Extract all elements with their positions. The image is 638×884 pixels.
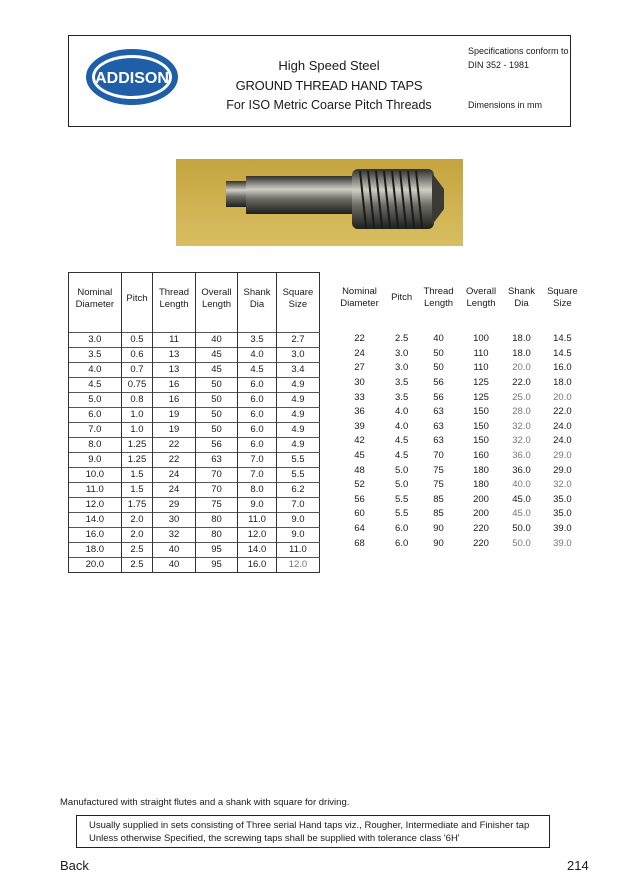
table-row: [333, 347, 584, 362]
table-cell: 10.0: [69, 468, 122, 483]
table-cell: 6.0: [395, 523, 409, 535]
table-cell: 6.0: [238, 378, 277, 393]
table-cell: 11.0: [276, 543, 319, 558]
table-cell: 50.0: [512, 537, 531, 549]
table-cell: 24.0: [553, 420, 572, 432]
table-row: [69, 453, 320, 468]
table-cell: 20.0: [553, 391, 572, 403]
table-cell: 29: [153, 498, 195, 513]
spec-note: Specifications conform to DIN 352 - 1981: [468, 46, 569, 70]
table-cell: 6.0: [395, 537, 409, 549]
table-cell: 220: [473, 537, 489, 549]
table-cell: 2.5: [121, 543, 153, 558]
addison-logo: [85, 48, 179, 106]
table-cell: 6.0: [238, 423, 277, 438]
table-cell: 3.5: [395, 377, 409, 389]
table-row: [69, 393, 320, 408]
table-cell: 80: [195, 528, 237, 543]
table-cell: 32.0: [512, 420, 531, 432]
table-cell: 32.0: [553, 479, 572, 491]
table-cell: 18.0: [512, 333, 531, 345]
table-cell: 30: [354, 377, 365, 389]
table-cell: 2.0: [121, 513, 153, 528]
table-row: [69, 468, 320, 483]
table-cell: 9.0: [238, 498, 277, 513]
table-cell: 25.0: [512, 391, 531, 403]
table-cell: 110: [473, 347, 489, 359]
table-cell: 16: [153, 378, 195, 393]
product-subtitle-2: For ISO Metric Coarse Pitch Threads: [226, 98, 432, 112]
table-row: [69, 498, 320, 513]
table-cell: 7.0: [276, 498, 319, 513]
table-cell: 150: [473, 406, 489, 418]
spec-table-right: [333, 272, 584, 551]
page-number: 214: [567, 858, 589, 873]
table-cell: 22: [354, 333, 365, 345]
table-cell: 7.0: [69, 423, 122, 438]
table-cell: 90: [433, 523, 444, 535]
table-row: [69, 363, 320, 378]
column-header: Square Size: [276, 273, 319, 325]
table-cell: 12.0: [69, 498, 122, 513]
table-cell: 22.0: [512, 377, 531, 389]
table-cell: 95: [195, 558, 237, 573]
table-cell: 33: [354, 391, 365, 403]
table-cell: 45.0: [512, 508, 531, 520]
table-cell: 4.0: [69, 363, 122, 378]
table-cell: 5.0: [69, 393, 122, 408]
table-cell: 100: [473, 333, 489, 345]
table-cell: 60: [354, 508, 365, 520]
table-cell: 5.5: [395, 493, 409, 505]
table-cell: 8.0: [238, 483, 277, 498]
table-cell: 24.0: [553, 435, 572, 447]
table-row: [333, 536, 584, 551]
table-cell: 180: [473, 479, 489, 491]
table-cell: 5.5: [395, 508, 409, 520]
table-cell: 3.0: [395, 347, 409, 359]
table-row: [333, 420, 584, 435]
table-cell: 35.0: [553, 493, 572, 505]
table-cell: 24: [153, 468, 195, 483]
table-cell: 3.0: [395, 362, 409, 374]
table-cell: 6.0: [238, 438, 277, 453]
table-cell: 75: [195, 498, 237, 513]
table-cell: 22.0: [553, 406, 572, 418]
table-cell: 5.5: [276, 468, 319, 483]
table-cell: 4.0: [395, 420, 409, 432]
table-cell: 70: [433, 450, 444, 462]
table-cell: 12.0: [238, 528, 277, 543]
table-cell: 35.0: [553, 508, 572, 520]
table-row: [69, 438, 320, 453]
table-row: [69, 348, 320, 363]
table-cell: 1.75: [121, 498, 153, 513]
table-cell: 90: [433, 537, 444, 549]
table-cell: 8.0: [69, 438, 122, 453]
table-cell: 110: [473, 362, 489, 374]
table-row: [333, 507, 584, 522]
table-cell: 70: [195, 468, 237, 483]
product-subtitle: GROUND THREAD HAND TAPS: [235, 78, 423, 93]
table-cell: 75: [433, 479, 444, 491]
table-cell: 56: [433, 377, 444, 389]
table-row: [333, 463, 584, 478]
table-cell: 63: [433, 420, 444, 432]
table-row: [333, 376, 584, 391]
table-cell: 40: [153, 543, 195, 558]
table-cell: 3.5: [69, 348, 122, 363]
table-row: [333, 449, 584, 464]
table-cell: 4.5: [395, 435, 409, 447]
table-cell: 85: [433, 508, 444, 520]
table-cell: 160: [473, 450, 489, 462]
table-cell: 13: [153, 363, 195, 378]
column-header: Shank Dia: [508, 286, 535, 309]
table-cell: 63: [195, 453, 237, 468]
table-cell: 150: [473, 435, 489, 447]
table-cell: 1.5: [121, 468, 153, 483]
supply-note-box: [76, 815, 550, 848]
table-cell: 9.0: [276, 528, 319, 543]
table-cell: 20.0: [69, 558, 122, 573]
table-cell: 52: [354, 479, 365, 491]
table-cell: 6.0: [238, 393, 277, 408]
table-row: [333, 390, 584, 405]
table-cell: 5.5: [276, 453, 319, 468]
table-cell: 7.0: [238, 453, 277, 468]
table-cell: 16: [153, 393, 195, 408]
table-cell: 11.0: [238, 513, 277, 528]
table-cell: 0.6: [121, 348, 153, 363]
table-cell: 180: [473, 464, 489, 476]
table-cell: 19: [153, 408, 195, 423]
table-cell: 6.0: [238, 408, 277, 423]
table-cell: 1.0: [121, 423, 153, 438]
table-cell: 4.5: [69, 378, 122, 393]
spec-table-left: [68, 272, 320, 573]
table-cell: 40: [195, 333, 237, 348]
table-cell: 56: [433, 391, 444, 403]
table-cell: 20.0: [512, 362, 531, 374]
dimensions-note: Dimensions in mm: [468, 100, 543, 110]
manufacture-note: Manufactured with straight flutes and a shank with square for driving.: [60, 797, 350, 808]
table-row: [333, 478, 584, 493]
table-cell: 4.9: [276, 378, 319, 393]
table-cell: 40: [153, 558, 195, 573]
column-header: Shank Dia: [238, 273, 277, 325]
table-cell: 3.5: [395, 391, 409, 403]
table-cell: 0.75: [121, 378, 153, 393]
table-cell: 4.9: [276, 438, 319, 453]
back-link[interactable]: Back: [60, 858, 89, 873]
table-cell: 45: [354, 450, 365, 462]
table-cell: 39.0: [553, 537, 572, 549]
table-cell: 22: [153, 453, 195, 468]
table-cell: 13: [153, 348, 195, 363]
table-cell: 56: [354, 493, 365, 505]
table-cell: 1.0: [121, 408, 153, 423]
svg-text:ADDISON: ADDISON: [95, 70, 169, 87]
table-row: [333, 434, 584, 449]
table-cell: 80: [195, 513, 237, 528]
table-cell: 45: [195, 348, 237, 363]
table-cell: 3.5: [238, 333, 277, 348]
table-cell: 19: [153, 423, 195, 438]
table-cell: 11.0: [69, 483, 122, 498]
table-cell: 36.0: [512, 450, 531, 462]
table-row: [69, 483, 320, 498]
table-row: [69, 333, 320, 348]
table-cell: 150: [473, 420, 489, 432]
supply-note-line-2: Unless otherwise Specified, the screwing taps shall be supplied with tolerance class '6H': [89, 833, 460, 844]
table-cell: 0.7: [121, 363, 153, 378]
table-cell: 5.0: [395, 464, 409, 476]
table-cell: 3.0: [69, 333, 122, 348]
table-cell: 7.0: [238, 468, 277, 483]
table-cell: 125: [473, 391, 489, 403]
table-cell: 2.5: [121, 558, 153, 573]
table-cell: 68: [354, 537, 365, 549]
table-cell: 16.0: [69, 528, 122, 543]
table-cell: 18.0: [69, 543, 122, 558]
table-cell: 50: [433, 362, 444, 374]
table-row: [69, 513, 320, 528]
column-header: Thread Length: [423, 286, 454, 309]
table-cell: 50.0: [512, 523, 531, 535]
table-cell: 32: [153, 528, 195, 543]
table-cell: 50: [195, 408, 237, 423]
table-cell: 1.25: [121, 453, 153, 468]
table-cell: 29.0: [553, 464, 572, 476]
table-cell: 5.0: [395, 479, 409, 491]
column-header: Pitch: [391, 292, 413, 303]
table-cell: 39.0: [553, 523, 572, 535]
table-row: [333, 361, 584, 376]
table-cell: 32.0: [512, 435, 531, 447]
table-cell: 50: [195, 393, 237, 408]
table-cell: 9.0: [276, 513, 319, 528]
table-cell: 14.5: [553, 347, 572, 359]
table-row: [333, 522, 584, 537]
table-cell: 85: [433, 493, 444, 505]
table-cell: 4.5: [395, 450, 409, 462]
table-cell: 6.0: [69, 408, 122, 423]
header-box: [68, 35, 571, 127]
table-row: [333, 332, 584, 347]
table-cell: 14.5: [553, 333, 572, 345]
table-cell: 56: [195, 438, 237, 453]
table-row: [69, 408, 320, 423]
table-cell: 11: [153, 333, 195, 348]
column-header: Square Size: [547, 286, 578, 309]
table-cell: 40.0: [512, 479, 531, 491]
table-cell: 50: [433, 347, 444, 359]
hand-tap-photo: [176, 159, 463, 246]
table-cell: 125: [473, 377, 489, 389]
table-cell: 18.0: [512, 347, 531, 359]
table-cell: 0.5: [121, 333, 153, 348]
table-row: [69, 543, 320, 558]
table-cell: 16.0: [238, 558, 277, 573]
table-cell: 45: [195, 363, 237, 378]
table-row: [69, 528, 320, 543]
table-cell: 14.0: [69, 513, 122, 528]
table-cell: 63: [433, 406, 444, 418]
table-cell: 75: [433, 464, 444, 476]
product-title: High Speed Steel: [278, 58, 380, 73]
table-cell: 30: [153, 513, 195, 528]
table-cell: 39: [354, 420, 365, 432]
table-cell: 63: [433, 435, 444, 447]
table-cell: 24: [153, 483, 195, 498]
table-cell: 64: [354, 523, 365, 535]
column-header: Pitch: [121, 273, 153, 325]
table-row: [333, 493, 584, 508]
table-cell: 70: [195, 483, 237, 498]
table-cell: 16.0: [553, 362, 572, 374]
table-cell: 6.2: [276, 483, 319, 498]
table-row: [69, 558, 320, 573]
table-cell: 27: [354, 362, 365, 374]
column-header: Nominal Diameter: [69, 273, 122, 325]
table-cell: 12.0: [276, 558, 319, 573]
table-cell: 4.0: [238, 348, 277, 363]
table-cell: 4.9: [276, 408, 319, 423]
table-cell: 3.0: [276, 348, 319, 363]
table-cell: 200: [473, 508, 489, 520]
column-header: Thread Length: [153, 273, 195, 325]
table-cell: 4.0: [395, 406, 409, 418]
table-cell: 40: [433, 333, 444, 345]
table-cell: 0.8: [121, 393, 153, 408]
supply-note-line-1: Usually supplied in sets consisting of Three serial Hand taps viz., Rougher, Intermediate and Finisher tap: [89, 820, 530, 831]
table-cell: 9.0: [69, 453, 122, 468]
table-cell: 36.0: [512, 464, 531, 476]
table-cell: 2.7: [276, 333, 319, 348]
table-cell: 14.0: [238, 543, 277, 558]
table-cell: 4.5: [238, 363, 277, 378]
table-cell: 50: [195, 423, 237, 438]
table-cell: 18.0: [553, 377, 572, 389]
table-row: [69, 423, 320, 438]
table-cell: 3.4: [276, 363, 319, 378]
table-row: [69, 378, 320, 393]
column-header: Nominal Diameter: [340, 286, 379, 309]
table-cell: 42: [354, 435, 365, 447]
table-cell: 29.0: [553, 450, 572, 462]
table-cell: 48: [354, 464, 365, 476]
table-cell: 45.0: [512, 493, 531, 505]
table-cell: 22: [153, 438, 195, 453]
table-cell: 1.25: [121, 438, 153, 453]
table-cell: 200: [473, 493, 489, 505]
table-row: [333, 405, 584, 420]
column-header: Overall Length: [465, 286, 497, 309]
column-header: Overall Length: [195, 273, 237, 325]
table-cell: 220: [473, 523, 489, 535]
table-cell: 50: [195, 378, 237, 393]
table-cell: 4.9: [276, 423, 319, 438]
table-cell: 95: [195, 543, 237, 558]
table-cell: 36: [354, 406, 365, 418]
table-cell: 4.9: [276, 393, 319, 408]
table-cell: 2.0: [121, 528, 153, 543]
table-cell: 24: [354, 347, 365, 359]
table-cell: 2.5: [395, 333, 409, 345]
table-cell: 1.5: [121, 483, 153, 498]
table-cell: 28.0: [512, 406, 531, 418]
